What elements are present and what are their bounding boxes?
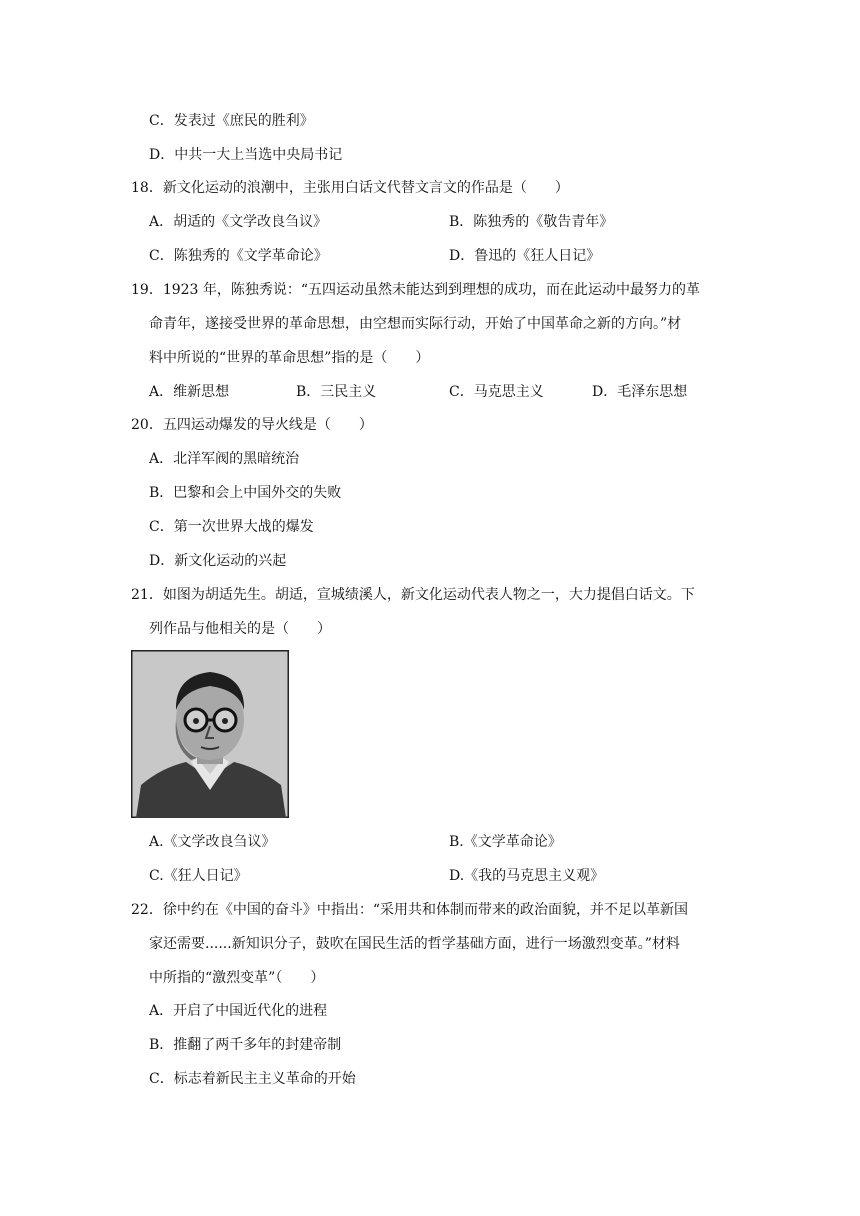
q18-option-b: B．陈独秀的《敬告青年》: [449, 214, 614, 230]
q18-option-c: C．陈独秀的《文学革命论》: [149, 248, 328, 264]
q19-stem-line2: 命青年，遂接受世界的革命思想，由空想而实际行动，开始了中国革命之新的方向。”材: [149, 316, 682, 332]
q21-stem-line2: 列作品与他相关的是（ ）: [149, 621, 331, 637]
q17-option-c: C．发表过《庶民的胜利》: [149, 113, 314, 129]
q18-option-d: D．鲁迅的《狂人日记》: [449, 248, 601, 264]
q20-option-a: A．北洋军阀的黑暗统治: [149, 451, 300, 467]
q20-option-c: C．第一次世界大战的爆发: [149, 519, 314, 535]
q18-stem: 18．新文化运动的浪潮中，主张用白话文代替文言文的作品是（ ）: [131, 180, 569, 196]
q18-option-a: A．胡适的《文学改良刍议》: [149, 214, 328, 230]
q19-option-d: D．毛泽东思想: [592, 384, 688, 400]
q22-option-a: A．开启了中国近代化的进程: [149, 1003, 328, 1019]
q22-stem-line1: 22．徐中约在《中国的奋斗》中指出：“采用共和体制而带来的政治面貌，并不足以革新国: [131, 902, 688, 918]
q21-stem-line1: 21．如图为胡适先生。胡适，宣城绩溪人，新文化运动代表人物之一，大力提倡白话文。下: [131, 587, 695, 603]
hu-shi-portrait: [131, 650, 289, 818]
q22-stem-line2: 家还需要......新知识分子，鼓吹在国民生活的哲学基础方面，进行一场激烈变革。”材料: [149, 936, 680, 952]
q21-option-b: B.《文学革命论》: [449, 834, 562, 850]
q20-stem: 20．五四运动爆发的导火线是（ ）: [131, 417, 373, 433]
q19-option-c: C．马克思主义: [449, 384, 544, 400]
q19-option-b: B．三民主义: [296, 384, 377, 400]
q21-option-d: D.《我的马克思主义观》: [449, 868, 605, 884]
q22-option-b: B．推翻了两千多年的封建帝制: [149, 1037, 342, 1053]
q20-option-d: D．新文化运动的兴起: [149, 553, 287, 569]
q22-option-c: C．标志着新民主主义革命的开始: [149, 1071, 356, 1087]
q19-option-a: A．维新思想: [149, 384, 230, 400]
q17-option-d: D．中共一大上当选中央局书记: [149, 147, 343, 163]
q19-stem-line3: 料中所说的“世界的革命思想”指的是（ ）: [149, 350, 430, 366]
q19-stem-line1: 19．1923 年，陈独秀说：“五四运动虽然未能达到到理想的成功，而在此运动中最努力的革: [131, 282, 701, 298]
q22-stem-line3: 中所指的“激烈变革”（ ）: [149, 970, 325, 986]
q21-option-a: A.《文学改良刍议》: [149, 834, 276, 850]
q20-option-b: B．巴黎和会上中国外交的失败: [149, 485, 342, 501]
q21-option-c: C.《狂人日记》: [149, 868, 248, 884]
